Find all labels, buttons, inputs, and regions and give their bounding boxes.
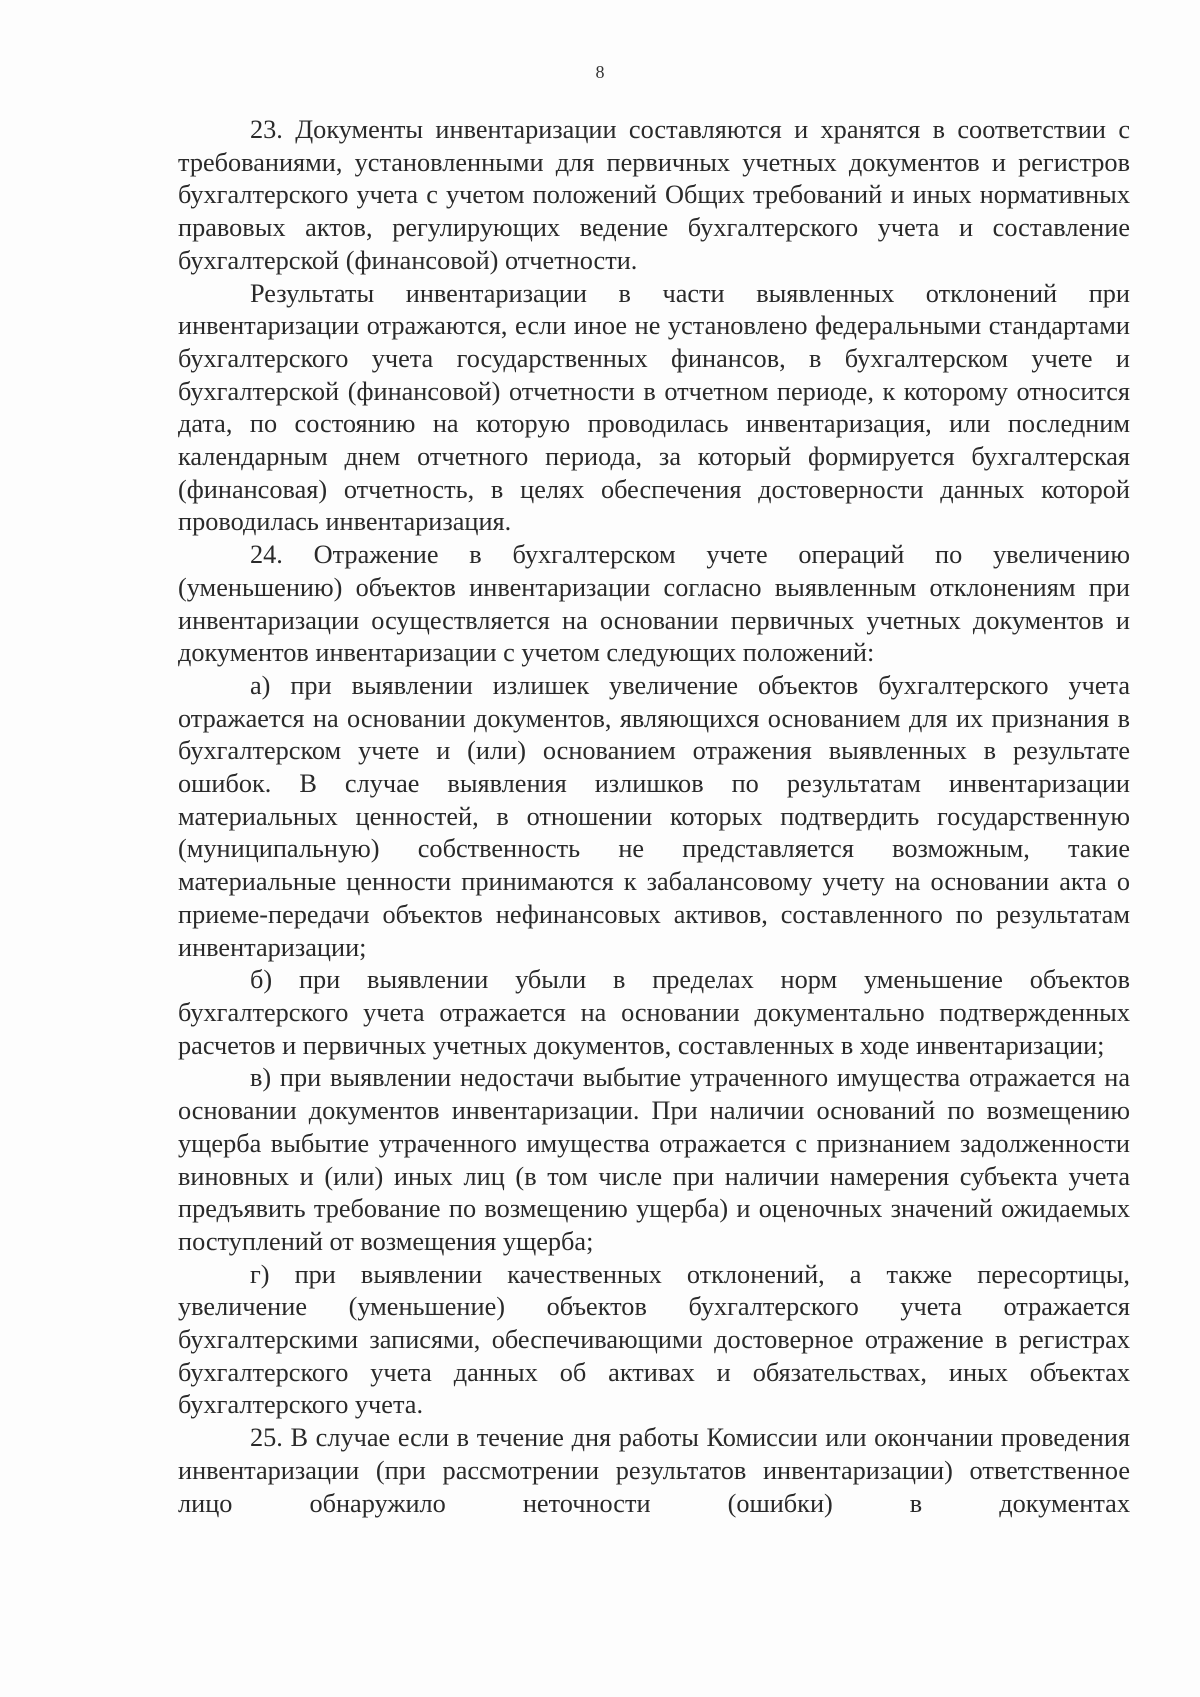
paragraph-24-a: а) при выявлении излишек увеличение объектов бухгалтерского учета отражается на основании документов, являющихся основанием для их признания в бухгалтерском учете и (или) основанием отражения выявленных в результате ошибок. В случае выявления излишков по результатам инвентаризации материальных ценностей, в отношении которых подтвердить государственную (муниципальную) собственность не представляется возможным, такие материальные ценности принимаются к забалансовому учету на основании акта о приеме-передачи объектов нефинансовых активов, составленного по результатам инвентаризации; bbox=[178, 670, 1130, 962]
paragraph-24-g: г) при выявлении качественных отклонений, а также пересортицы, увеличение (уменьшение) объектов бухгалтерского учета отражается бухгалтерскими записями, обеспечивающими достоверное отражение в регистрах бухгалтерского учета данных об активах и обязательствах, иных объектах бухгалтерского учета. bbox=[178, 1259, 1130, 1420]
paragraph-25: 25. В случае если в течение дня работы Комиссии или окончании проведения инвентаризации (при рассмотрении результатов инвентаризации) ответственное лицо обнаружило неточности (ошибки) в документах bbox=[178, 1423, 1130, 1518]
paragraph-23: 23. Документы инвентаризации составляются и хранятся в соответствии с требованиями, установленными для первичных учетных документов и регистров бухгалтерского учета с учетом положений Общих требований и иных нормативных правовых актов, регулирующих ведение бухгалтерского учета и составление бухгалтерской (финансовой) отчетности. bbox=[178, 115, 1130, 275]
paragraph-24-b: б) при выявлении убыли в пределах норм уменьшение объектов бухгалтерского учета отражается на основании документально подтвержденных расчетов и первичных учетных документов, составленных в ходе инвентаризации; bbox=[178, 965, 1130, 1060]
document-body bbox=[178, 114, 1130, 1520]
paragraph-24-v: в) при выявлении недостачи выбытие утраченного имущества отражается на основании документов инвентаризации. При наличии оснований по возмещению ущерба выбытие утраченного имущества отражается с признанием задолженности виновных и (или) иных лиц (в том числе при наличии намерения субъекта учета предъявить требование по возмещению ущерба) и оценочных значений ожидаемых поступлений от возмещения ущерба; bbox=[178, 1063, 1130, 1256]
paragraph-24: 24. Отражение в бухгалтерском учете операций по увеличению (уменьшению) объектов инвентаризации согласно выявленным отклонениям при инвентаризации осуществляется на основании первичных учетных документов и документов инвентаризации с учетом следующих положений: bbox=[178, 540, 1130, 668]
paragraph-inventory-results: Результаты инвентаризации в части выявленных отклонений при инвентаризации отражаются, если иное не установлено федеральными стандартами бухгалтерского учета государственных финансов, в бухгалтерском учете и бухгалтерской (финансовой) отчетности в отчетном периоде, к которому относится дата, по состоянию на которую проводилась инвентаризация, или последним календарным днем отчетного периода, за который формируется бухгалтерская (финансовая) отчетность, в целях обеспечения достоверности данных которой проводилась инвентаризация. bbox=[178, 278, 1130, 537]
page-number: 8 bbox=[595, 62, 605, 82]
